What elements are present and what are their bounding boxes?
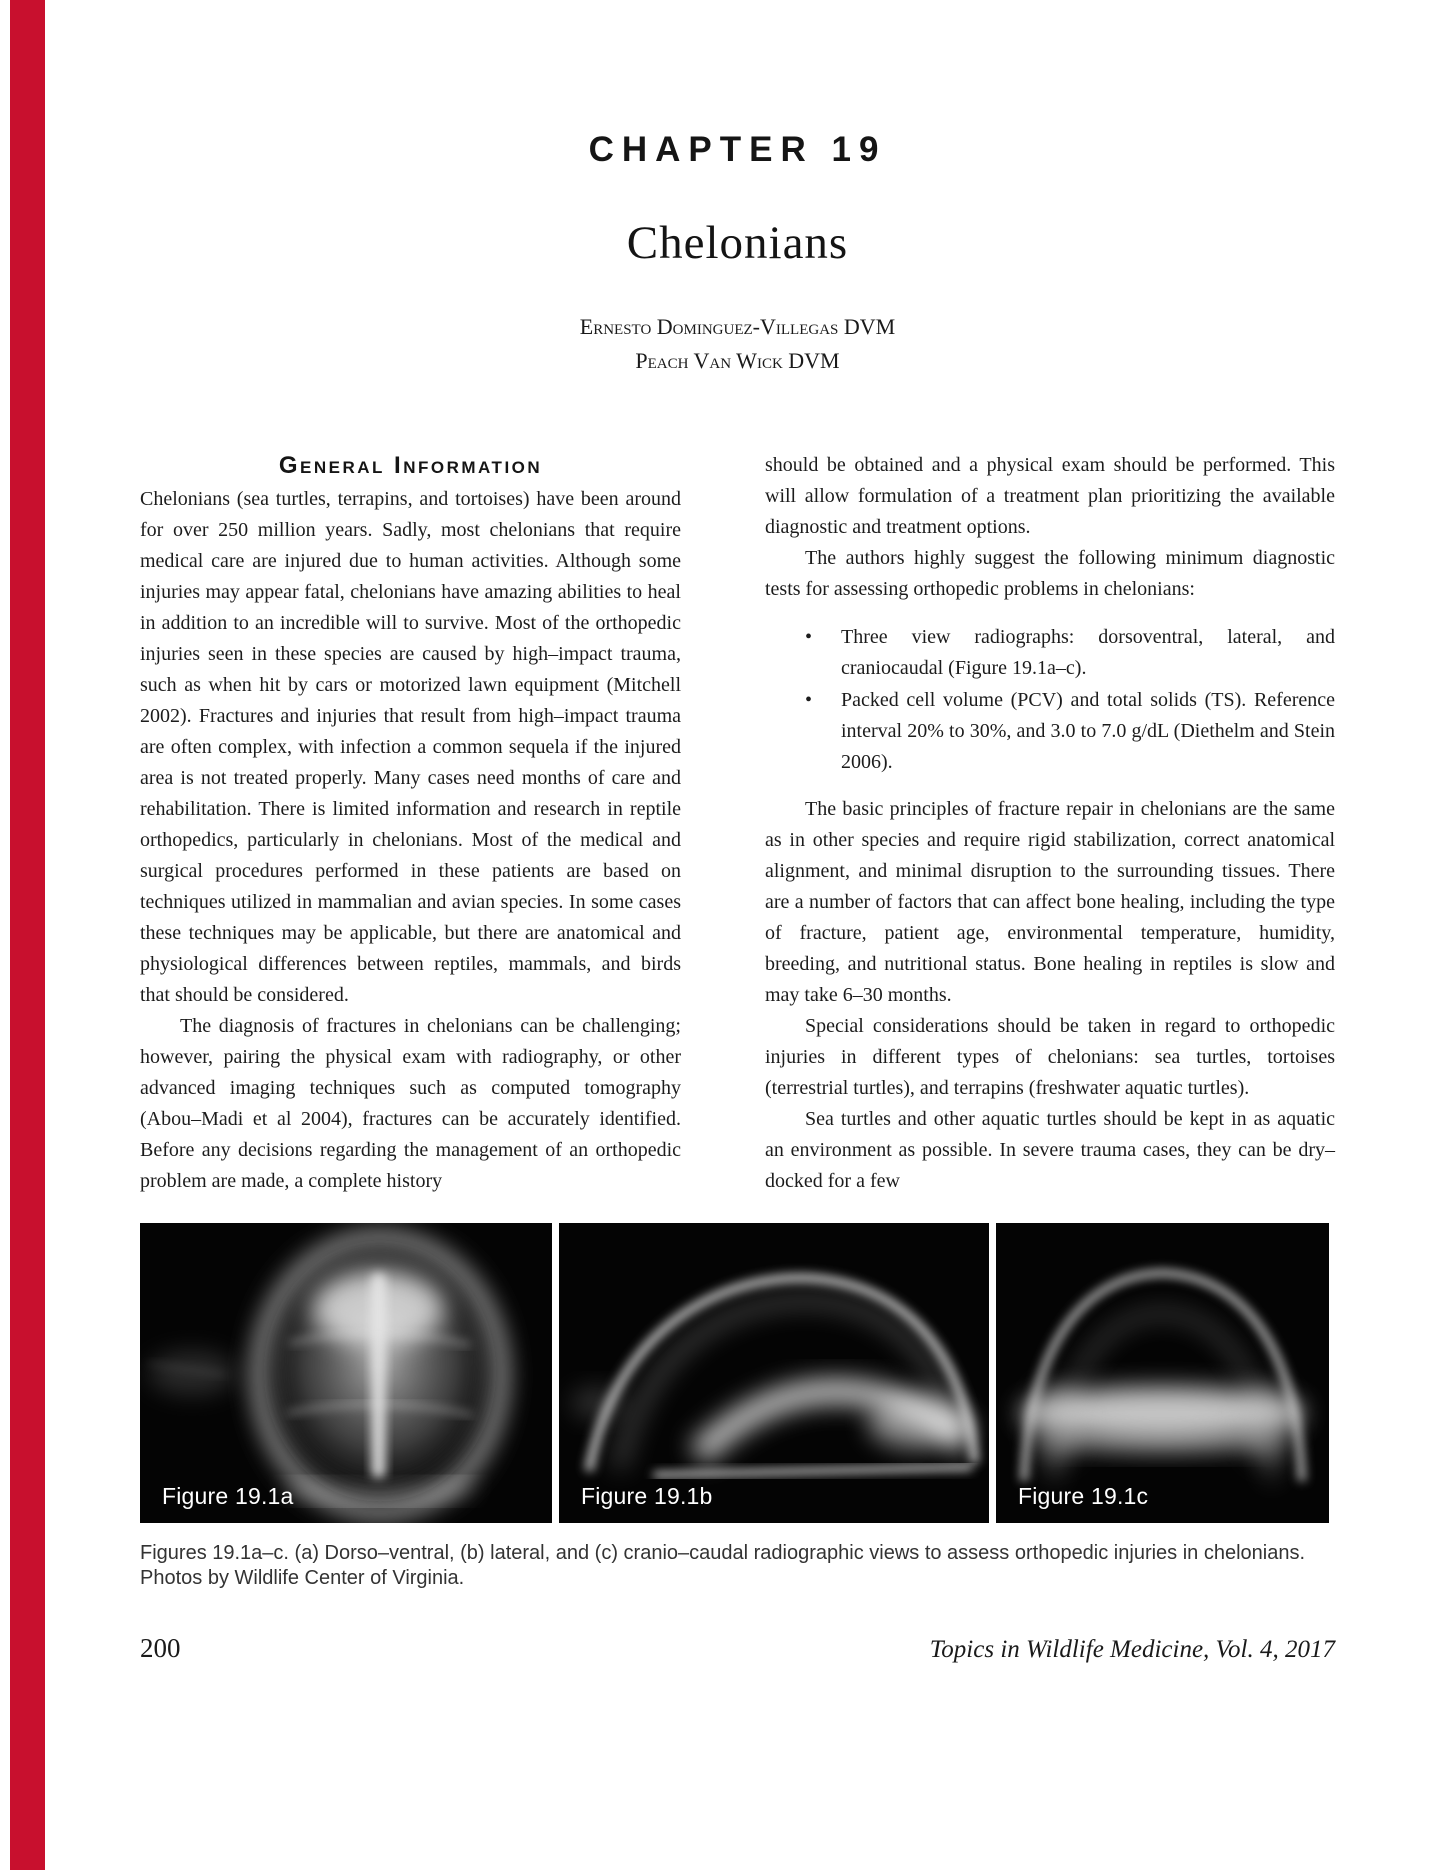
list-item <box>765 622 1335 684</box>
author-name: Peach Van Wick DVM <box>635 348 840 373</box>
body-paragraph: Special considerations should be taken in regard to orthopedic injuries in different types of chelonians: sea turtles, tortoises (terrestrial turtles), and terrapins (freshwater aquatic turtles). <box>765 1015 1335 1099</box>
chapter-edge-stripe <box>10 0 45 1870</box>
journal-citation: Topics in Wildlife Medicine, Vol. 4, 2017 <box>929 1636 1335 1663</box>
figure-label: Figure 19.1a <box>162 1483 294 1509</box>
bullet-icon: • <box>805 626 813 648</box>
left-column <box>140 450 681 1197</box>
right-column <box>765 450 1335 1197</box>
list-item-text: Packed cell volume (PCV) and total solids (TS). Reference interval 20% to 30%, and 3.0 to 7.0 g/dL (Diethelm and Stein 2006). <box>841 689 1335 773</box>
body-paragraph: should be obtained and a physical exam should be performed. This will allow formulation of a treatment plan prioritizing the available diagnostic and treatment options. <box>765 454 1335 538</box>
body-paragraph: The authors highly suggest the following minimum diagnostic tests for assessing orthopedic problems in chelonians: <box>765 547 1335 600</box>
figure-caption: Figures 19.1a–c. (a) Dorso–ventral, (b) lateral, and (c) cranio–caudal radiographic views to assess orthopedic injuries in chelonians. Photos by Wildlife Center of Virginia. <box>140 1542 1306 1589</box>
figure-19-1b <box>559 1223 989 1523</box>
radiograph-lateral-image <box>559 1223 989 1523</box>
page-footer <box>140 1633 1335 1664</box>
body-paragraph: Sea turtles and other aquatic turtles should be kept in as aquatic an environment as possible. In severe trauma cases, they can be dry–docked for a few <box>765 1108 1335 1192</box>
section-heading-general-information: General Information <box>278 452 543 479</box>
diagnostic-tests-list <box>765 622 1335 778</box>
body-paragraph: The diagnosis of fractures in chelonians can be challenging; however, pairing the physical exam with radiography, or other advanced imaging techniques such as computed tomography (Abou–Madi et al 2004), fractures can be accurately identified. Before any decisions regarding the management of an orthopedic problem are made, a complete history <box>140 1015 681 1192</box>
radiograph-craniocaudal-image <box>996 1223 1329 1523</box>
author-name: Ernesto Dominguez-Villegas DVM <box>579 314 896 339</box>
figure-label: Figure 19.1b <box>581 1483 713 1509</box>
figure-row <box>140 1223 1335 1523</box>
bullet-icon: • <box>805 689 813 711</box>
figure-label: Figure 19.1c <box>1018 1483 1149 1509</box>
body-paragraph: Chelonians (sea turtles, terrapins, and tortoises) have been around for over 250 million years. Sadly, most chelonians that require medical care are injured due to human activities. Although some injuries may appear fatal, chelonians have amazing abilities to heal in addition to an incredible will to survive. Most of the orthopedic injuries seen in these species are caused by high–impact trauma, such as when hit by cars or motorized lawn equipment (Mitchell 2002). Fractures and injuries that result from high–impact trauma are often complex, with infection a common sequela if the injured area is not treated properly. Many cases need months of care and rehabilitation. There is limited information and research in reptile orthopedics, particularly in chelonians. Most of the medical and surgical procedures performed in these patients are based on techniques utilized in mammalian and avian species. In some cases these techniques may be applicable, but there are anatomical and physiological differences between reptiles, mammals, and birds that should be considered. <box>140 488 681 1006</box>
radiograph-dorsoventral-image <box>140 1223 552 1523</box>
author-block <box>140 310 1335 378</box>
page-number: 200 <box>140 1633 181 1663</box>
chapter-title: Chelonians <box>626 217 849 269</box>
chapter-label: CHAPTER 19 <box>588 130 887 169</box>
figure-19-1c <box>996 1223 1329 1523</box>
two-column-text <box>140 450 1335 1197</box>
list-item <box>765 685 1335 778</box>
body-paragraph: The basic principles of fracture repair in chelonians are the same as in other species and require rigid stabilization, correct anatomical alignment, and minimal disruption to the surrounding tissues. There are a number of factors that can affect bone healing, including the type of fracture, patient age, environmental temperature, humidity, breeding, and nutritional status. Bone healing in reptiles is slow and may take 6–30 months. <box>765 798 1335 1006</box>
figure-19-1a <box>140 1223 552 1523</box>
list-item-text: Three view radiographs: dorsoventral, lateral, and craniocaudal (Figure 19.1a–c). <box>841 626 1335 679</box>
page-content <box>140 0 1335 1664</box>
